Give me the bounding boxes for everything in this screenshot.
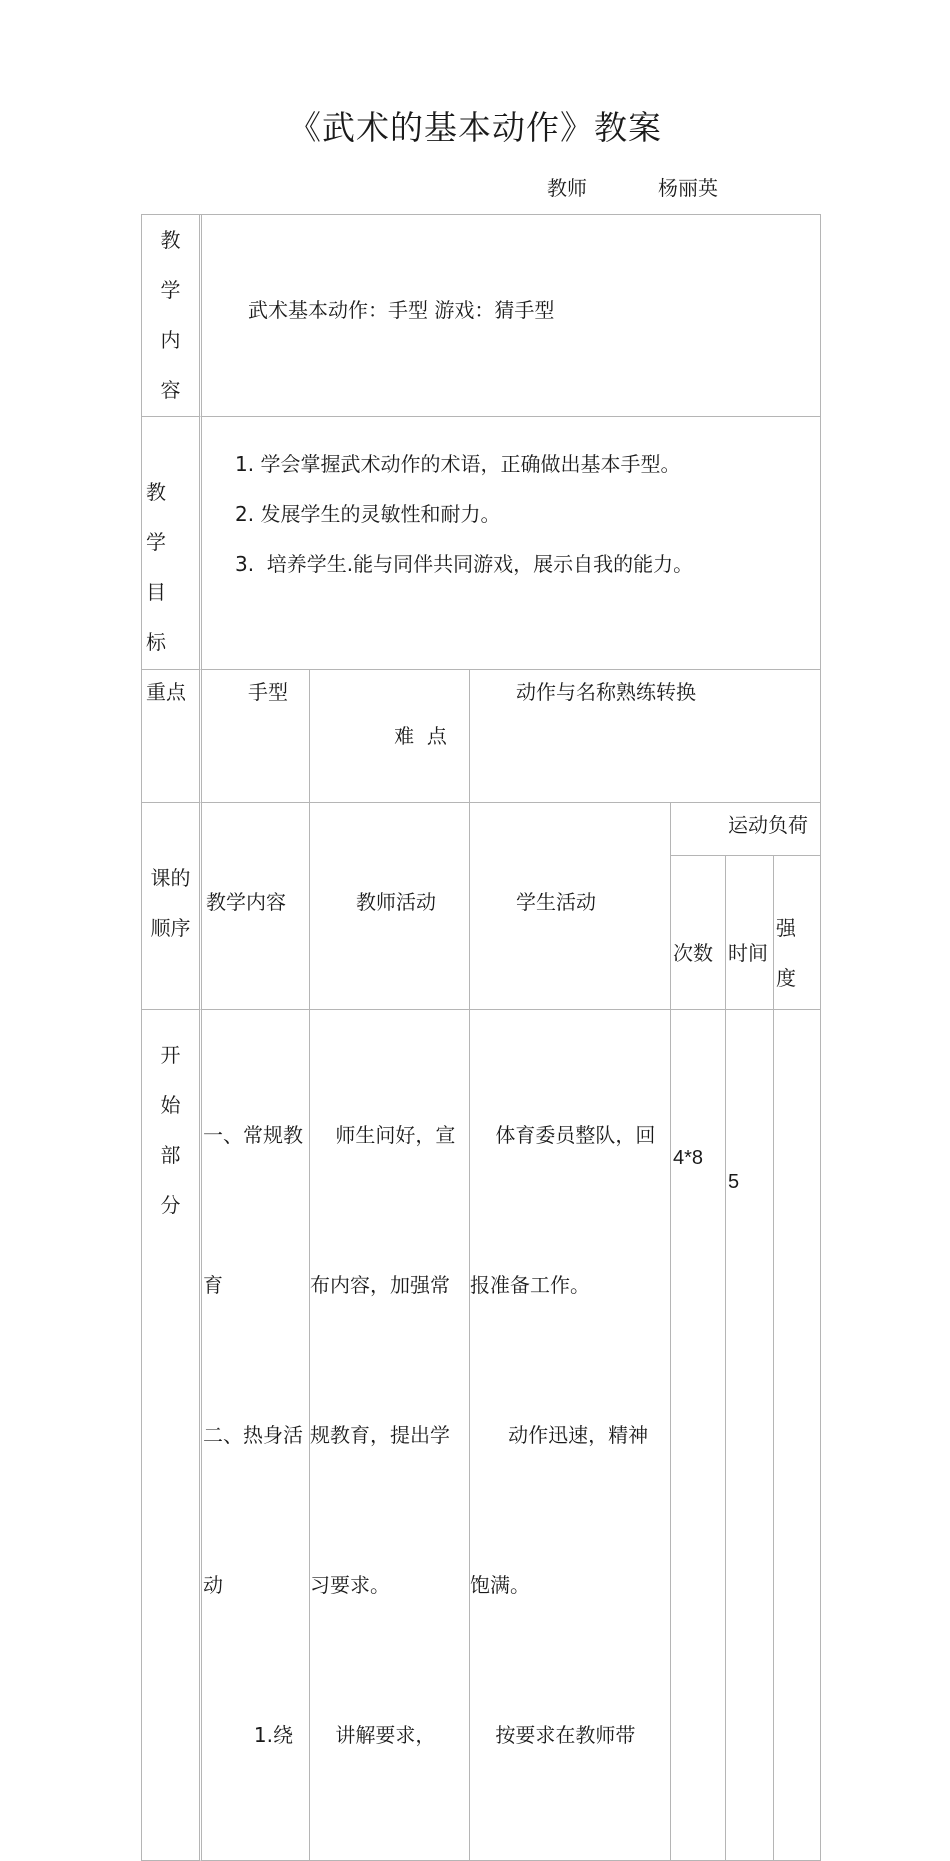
goals-row: [142, 417, 821, 670]
difficulty-label: 难 点: [394, 724, 447, 748]
goals-label-char: 教: [146, 480, 166, 504]
time-header: 时间: [728, 941, 768, 965]
start-count: 4*8: [673, 1147, 704, 1169]
content-label-char: 内: [160, 328, 181, 352]
content-label-char: 教: [160, 228, 181, 252]
content-row: [142, 215, 821, 417]
start-teacher-line: 讲解要求，: [310, 1723, 436, 1747]
student-activity-header-cell: [470, 803, 671, 1010]
goal-item: 3. 培养学生.能与同伴共同游戏，展示自我的能力。: [235, 552, 694, 576]
content-label-char: 容: [160, 378, 181, 402]
count-header-cell: [671, 856, 726, 1010]
student-activity-header: 学生活动: [516, 890, 596, 914]
teacher-activity-header: 教师活动: [356, 890, 436, 914]
lesson-plan-table: [141, 214, 821, 1861]
start-content-line: 一、常规教: [203, 1123, 303, 1147]
teacher-label: 教师: [547, 176, 587, 200]
start-student-line: 动作迅速，精神: [470, 1423, 649, 1447]
start-time: 5: [728, 1171, 740, 1193]
start-student-line: 体育委员整队，回: [470, 1123, 656, 1147]
focus-row: [142, 670, 821, 803]
focus-value-cell: [202, 670, 310, 803]
page-title: 《武术的基本动作》教案: [288, 108, 662, 147]
time-header-cell: [726, 856, 774, 1010]
start-content-cell: [202, 1010, 310, 1861]
start-time-cell: [726, 1010, 774, 1861]
start-intensity-cell: [774, 1010, 821, 1861]
start-content-line: 育: [203, 1273, 223, 1297]
order-header-line: 课的: [150, 866, 191, 890]
order-header-cell: [142, 803, 202, 1010]
start-teacher-line: 师生问好，宣: [310, 1123, 456, 1147]
content-value-cell: [202, 215, 821, 417]
goal-item: 1. 学会掌握武术动作的术语，正确做出基本手型。: [235, 452, 681, 476]
goal-item: 2. 发展学生的灵敏性和耐力。: [235, 502, 501, 526]
start-count-cell: [671, 1010, 726, 1861]
goals-label-char: 学: [146, 530, 166, 554]
intensity-header-char: 度: [776, 966, 796, 990]
load-header: 运动负荷: [728, 813, 809, 837]
start-label-char: 始: [160, 1093, 181, 1117]
content-header-cell: [202, 803, 310, 1010]
start-teacher-line: 规教育，提出学: [310, 1423, 450, 1447]
start-student-line: 按要求在教师带: [470, 1723, 636, 1747]
start-label-char: 部: [160, 1143, 181, 1167]
order-header-line: 顺序: [150, 916, 191, 940]
start-content-line: 1.绕: [203, 1723, 293, 1747]
difficulty-value-cell: [470, 670, 821, 803]
goals-label-char: 目: [146, 580, 166, 604]
start-label-char: 分: [160, 1193, 181, 1217]
count-header: 次数: [673, 941, 713, 965]
start-content-line: 动: [203, 1573, 223, 1597]
goals-label-char: 标: [146, 630, 166, 654]
start-row: [142, 1010, 821, 1861]
teacher-activity-header-cell: [310, 803, 470, 1010]
start-student-cell: [470, 1010, 671, 1861]
start-label-char: 开: [160, 1043, 181, 1067]
focus-label: 重点: [146, 680, 186, 704]
header-row-top: [142, 803, 821, 856]
start-content-line: 二、热身活: [203, 1423, 303, 1447]
difficulty-label-cell: [310, 670, 470, 803]
intensity-header-char: 强: [776, 916, 796, 940]
teacher-name: 杨丽英: [658, 176, 718, 200]
content-label-char: 学: [160, 278, 181, 302]
start-label-cell: [142, 1010, 202, 1861]
goals-label-cell: [142, 417, 202, 670]
intensity-header-cell: [774, 856, 821, 1010]
start-teacher-line: 习要求。: [310, 1573, 390, 1597]
difficulty-value: 动作与名称熟练转换: [516, 680, 696, 704]
start-teacher-line: 布内容，加强常: [310, 1273, 450, 1297]
content-label-cell: [142, 215, 202, 417]
content-text: 武术基本动作：手型 游戏：猜手型: [248, 298, 555, 322]
start-student-line: 饱满。: [470, 1573, 530, 1597]
start-student-line: 报准备工作。: [470, 1273, 590, 1297]
content-header: 教学内容: [206, 890, 286, 914]
focus-value: 手型: [248, 680, 288, 704]
focus-label-cell: [142, 670, 202, 803]
start-teacher-cell: [310, 1010, 470, 1861]
load-header-cell: [671, 803, 821, 856]
goals-value-cell: [202, 417, 821, 670]
